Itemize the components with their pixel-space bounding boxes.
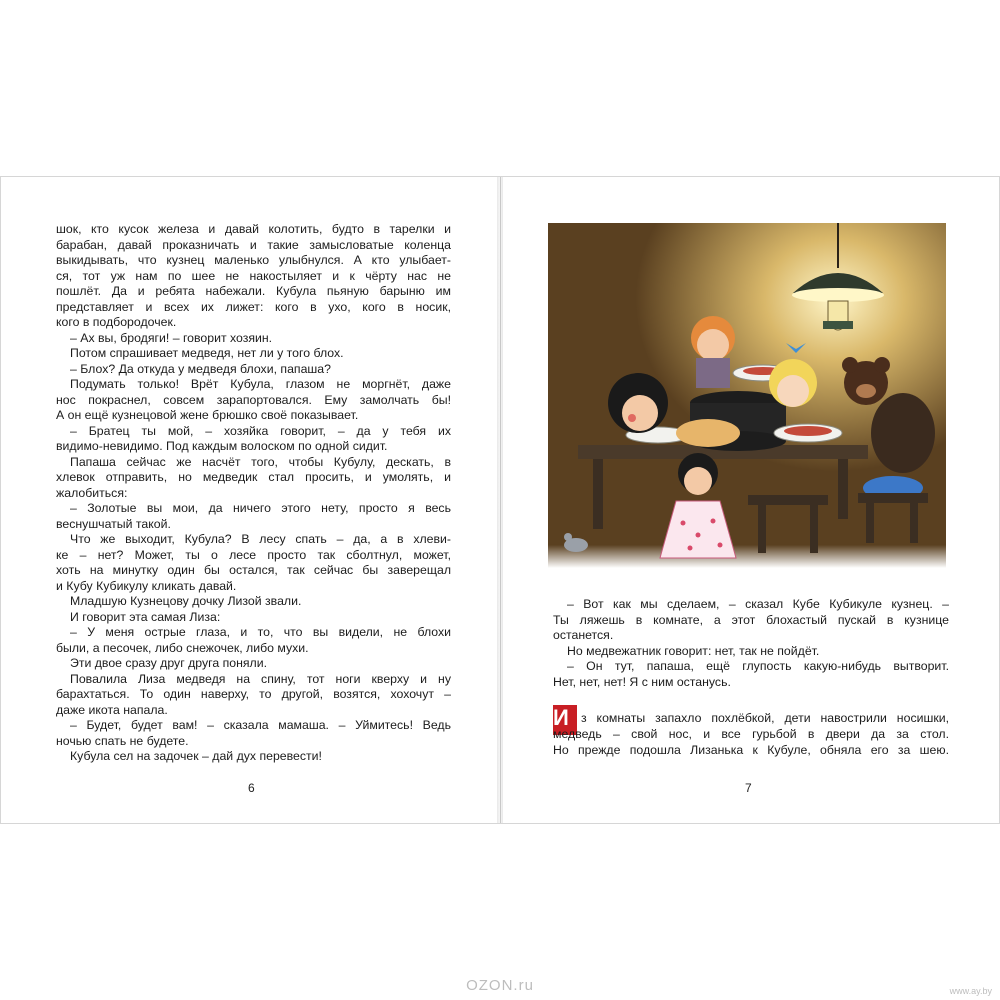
ozon-logo: OZON.ru [466, 977, 534, 994]
text-line: ке – нет? Может, ты о лесе просто так сболтнул, может, [56, 547, 451, 562]
text-line: – Золотые вы мои, да ничего этого нету, просто я весь [70, 501, 451, 515]
left-page-text [56, 222, 451, 765]
right-page-paragraph [553, 705, 949, 758]
text-line: Младшую Кузнецову дочку Лизой звали. [70, 594, 302, 608]
text-line: Ты ляжешь в комнате, а этот блохастый пускай в кузнице [553, 612, 949, 627]
text-line: хлевок отправить, но медведик стал просить, и умолять, и [56, 470, 451, 484]
text-line: – Он тут, папаша, ещё глупость какую-нибудь вытворит. [567, 659, 949, 673]
text-line: выкидывать, что кузнец маленько улыбнулся. А кто улыбает- [56, 253, 451, 267]
text-line: Кубула сел на задочек – дай дух перевести! [70, 749, 322, 763]
text-line: Повалила Лиза медведя на спину, тот ноги кверху и ну [70, 671, 451, 686]
text-line: жалобиться: [56, 485, 128, 500]
text-line: Эти двое сразу друг друга поняли. [70, 656, 268, 670]
text-line: даже икота напала. [56, 702, 168, 717]
text-line: Но медвежатник говорит: нет, так не пойдёт. [567, 643, 820, 658]
text-line: А он ещё кузнецовой жене брюшко своё показывает. [56, 408, 359, 422]
text-line: – Блох? Да откуда у медведя блохи, папаша? [70, 361, 331, 376]
text-line: барабан, давай проказничать и такие замысловатые коленца [56, 237, 451, 252]
left-page [0, 177, 497, 823]
text-line: ся, тот уж нам по шее не накостыляет и к чёрту нас не [56, 268, 451, 283]
paragraph-first-text: з комнаты запахло похлёбкой, дети навострили носишки, [581, 711, 949, 725]
text-line: представляет и всех их лижет: кого в ухо, кого в носик, [56, 299, 451, 314]
text-line: ночью спать не будете. [56, 733, 189, 748]
text-line: барахтаться. То один наверху, то другой, возятся, хохочут – [56, 687, 451, 701]
watermark: www.ay.by [949, 986, 992, 996]
text-line: Но прежде подошла Лизанька к Кубуле, обняла его за шею. [553, 742, 949, 757]
text-line: были, а песочек, либо снежочек, либо мухи. [56, 640, 309, 655]
text-line: – Будет, будет вам! – сказала мамаша. – Уймитесь! Ведь [70, 718, 451, 732]
text-line: – Ах вы, бродяги! – говорит хозяин. [70, 330, 273, 345]
text-line: видимо-невидимо. Под каждым волоском по одной сидит. [56, 439, 388, 453]
right-page [503, 177, 1000, 823]
text-line: и Кубу Кубикулу кликать давай. [56, 578, 237, 593]
page-number-right: 7 [745, 781, 752, 795]
page-number-left: 6 [248, 781, 255, 795]
paragraph-first-line [553, 705, 949, 730]
text-line: шок, кто кусок железа и давай колотить, будто в тарелки и [56, 222, 451, 236]
text-line: – Братец ты мой, – хозяйка говорит, – да у тебя их [70, 423, 451, 438]
text-line: останется. [553, 628, 614, 642]
text-line: Папаша сейчас же насчёт того, чтобы Кубулу, дескать, в [70, 454, 451, 469]
text-line: Нет, нет, нет! Я с ним останусь. [553, 674, 731, 689]
text-line: – У меня острые глаза, и то, что вы видели, не блохи [70, 625, 451, 639]
text-line: пошлёт. Да и ребята набежали. Кубула пьяную барыню им [56, 284, 451, 298]
text-line: медведь – свой нос, и все гурьбой в двери да за стол. [553, 727, 949, 741]
book-spread [0, 176, 1000, 824]
illustration-dinner-scene [548, 223, 946, 568]
drop-cap: И [553, 705, 577, 735]
text-line: веснушчатый такой. [56, 516, 171, 531]
text-line: нос покраснел, совсем зарапортовался. Ему замолчать бы! [56, 392, 451, 407]
right-page-dialogue [553, 597, 949, 690]
text-line: – Вот как мы сделаем, – сказал Кубе Кубикуле кузнец. – [567, 597, 949, 611]
text-line: кого в подбородочек. [56, 315, 177, 329]
text-line: И говорит эта самая Лиза: [70, 609, 221, 624]
text-line: Что же выходит, Кубула? В лесу спать – да, а в хлеви- [70, 532, 451, 546]
text-line: Подумать только! Врёт Кубула, глазом не моргнёт, даже [70, 377, 451, 391]
text-line: хоть на минутку один бы остался, так сейчас бы заверещал [56, 563, 451, 577]
text-line: Потом спрашивает медведя, нет ли у того блох. [70, 346, 344, 360]
gutter-line [500, 177, 501, 823]
